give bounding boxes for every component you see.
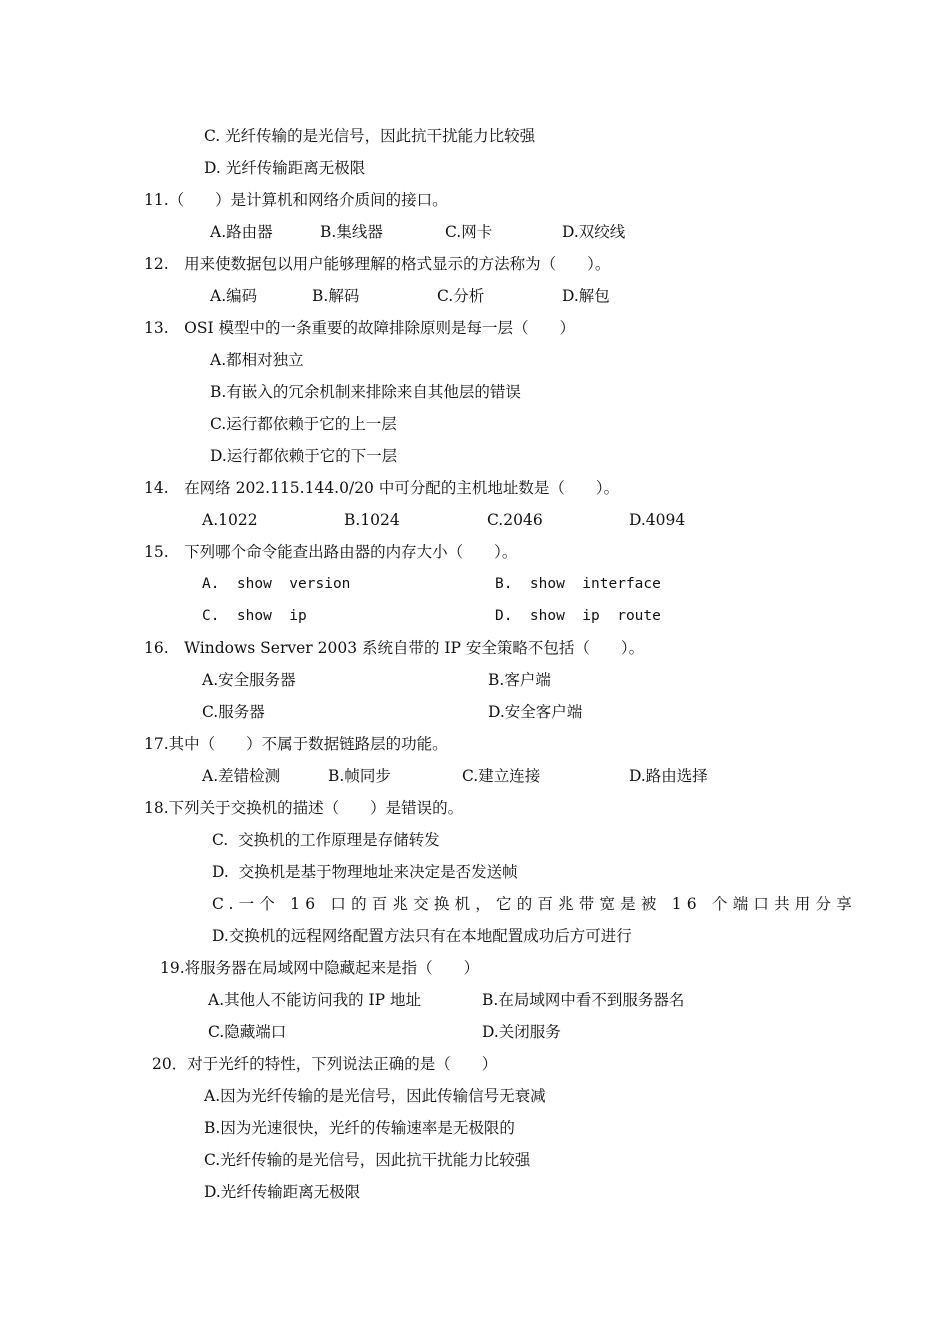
q12-option-b: B.解码 — [312, 287, 360, 305]
q15-option-d: D. show ip route — [495, 608, 661, 624]
q18-option-b: D. 交换机是基于物理地址来决定是否发送帧 — [212, 863, 518, 881]
question-17: 17.其中（ ）不属于数据链路层的功能。 — [144, 735, 448, 753]
q15-option-a: A. show version — [202, 576, 351, 592]
q17-option-d: D.路由选择 — [629, 767, 708, 785]
q12-option-a: A.编码 — [210, 287, 258, 305]
option-c-previous: C. 光纤传输的是光信号，因此抗干扰能力比较强 — [204, 127, 536, 145]
q15-option-b: B. show interface — [495, 576, 661, 592]
question-19: 19.将服务器在局域网中隐藏起来是指（ ） — [160, 959, 480, 977]
q17-option-a: A.差错检测 — [202, 767, 281, 785]
q18-option-c: C.一个 16 口的百兆交换机，它的百兆带宽是被 16 个端口共用分享 — [212, 895, 857, 913]
q14-option-b: B.1024 — [344, 511, 400, 529]
question-18: 18.下列关于交换机的描述（ ）是错误的。 — [144, 799, 464, 817]
q18-option-a: C. 交换机的工作原理是存储转发 — [212, 831, 440, 849]
q13-option-b: B.有嵌入的冗余机制来排除来自其他层的错误 — [210, 383, 521, 401]
q16-option-a: A.安全服务器 — [202, 671, 296, 689]
question-16: 16. Windows Server 2003 系统自带的 IP 安全策略不包括（ ）。 — [144, 639, 645, 657]
q14-option-a: A.1022 — [202, 511, 258, 529]
q14-option-d: D.4094 — [629, 511, 686, 529]
q13-option-a: A.都相对独立 — [210, 351, 304, 369]
q19-option-d: D.关闭服务 — [482, 1023, 561, 1041]
q20-option-b: B.因为光速很快，光纤的传输速率是无极限的 — [204, 1119, 515, 1137]
q11-option-a: A.路由器 — [210, 223, 273, 241]
option-d-previous: D. 光纤传输距离无极限 — [204, 159, 366, 177]
q13-option-d: D.运行都依赖于它的下一层 — [210, 447, 398, 465]
q20-option-a: A.因为光纤传输的是光信号，因此传输信号无衰减 — [204, 1087, 546, 1105]
q12-option-d: D.解包 — [562, 287, 610, 305]
question-20: 20．对于光纤的特性，下列说法正确的是（ ） — [152, 1055, 498, 1073]
q16-option-c: C.服务器 — [202, 703, 265, 721]
question-12: 12. 用来使数据包以用户能够理解的格式显示的方法称为（ ）。 — [144, 255, 611, 273]
q20-option-c: C.光纤传输的是光信号，因此抗干扰能力比较强 — [204, 1151, 531, 1169]
q19-option-c: C.隐藏端口 — [208, 1023, 287, 1041]
q20-option-d: D.光纤传输距离无极限 — [204, 1183, 361, 1201]
q12-option-c: C.分析 — [437, 287, 485, 305]
q16-option-d: D.安全客户端 — [488, 703, 583, 721]
q11-option-b: B.集线器 — [320, 223, 383, 241]
q19-option-b: B.在局域网中看不到服务器名 — [482, 991, 685, 1009]
q13-option-c: C.运行都依赖于它的上一层 — [210, 415, 397, 433]
q15-option-c: C. show ip — [202, 608, 307, 624]
q14-option-c: C.2046 — [487, 511, 543, 529]
q18-option-d: D.交换机的远程网络配置方法只有在本地配置成功后方可进行 — [212, 927, 632, 945]
question-13: 13. OSI 模型中的一条重要的故障排除原则是每一层（ ） — [144, 319, 576, 337]
q19-option-a: A.其他人不能访问我的 IP 地址 — [208, 991, 422, 1009]
q11-option-c: C.网卡 — [445, 223, 493, 241]
q17-option-b: B.帧同步 — [328, 767, 391, 785]
q17-option-c: C.建立连接 — [462, 767, 541, 785]
question-11: 11.（ ）是计算机和网络介质间的接口。 — [144, 191, 448, 209]
q16-option-b: B.客户端 — [488, 671, 551, 689]
q11-option-d: D.双绞线 — [562, 223, 626, 241]
question-15: 15. 下列哪个命令能查出路由器的内存大小（ ）。 — [144, 543, 518, 561]
question-14: 14. 在网络 202.115.144.0/20 中可分配的主机地址数是（ ）。 — [144, 479, 620, 497]
